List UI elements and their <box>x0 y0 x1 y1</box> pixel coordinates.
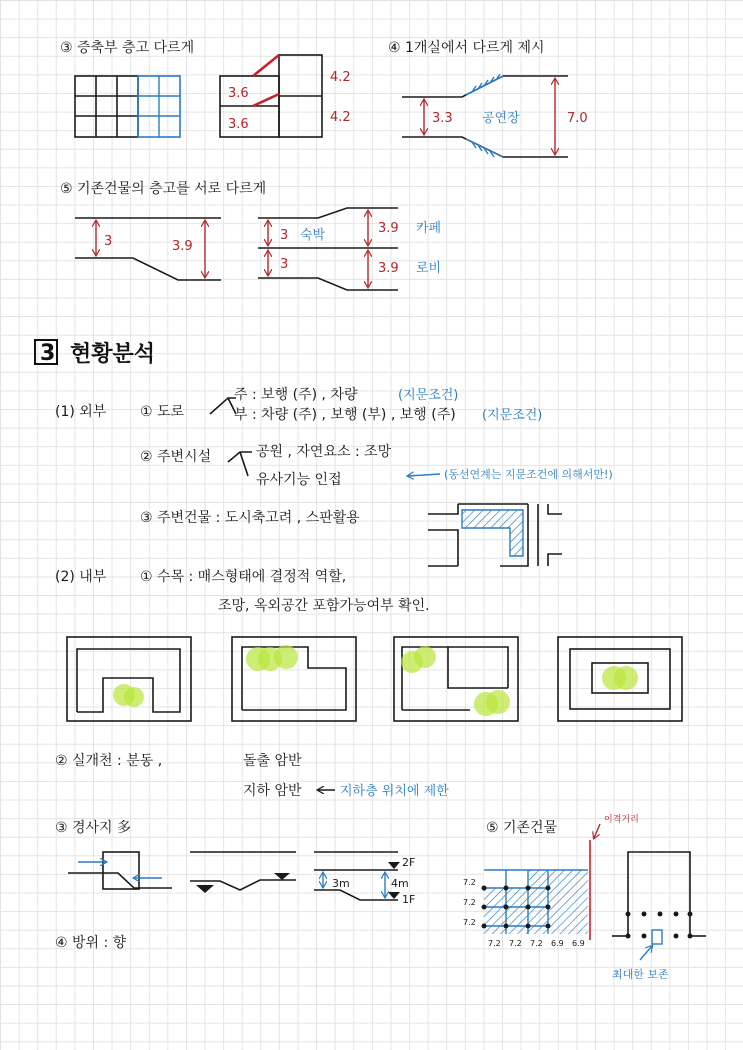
col-label-2: 7.2 <box>509 939 522 948</box>
road-sub-note: (지문조건) <box>482 408 543 423</box>
dim-3-3: 3.3 <box>432 111 453 126</box>
internal-analysis <box>55 568 706 981</box>
section-title: 현황분석 <box>70 342 156 367</box>
exist-label: ⑤ 기존건물 <box>486 820 558 836</box>
dim-7-0: 7.0 <box>567 111 588 126</box>
exist-note: 이격거리 <box>604 815 639 825</box>
existing-building-grid <box>463 870 588 948</box>
slope-sketch-1 <box>68 852 172 889</box>
col-label-5: 6.9 <box>572 939 585 948</box>
item4-diagram <box>388 39 588 157</box>
atrium-rock1: 돌출 암반 <box>243 753 302 769</box>
slope-4m: 4m <box>391 877 409 890</box>
int-label: (2) 내부 <box>55 569 107 585</box>
dim-4-2-top: 4.2 <box>330 70 351 85</box>
item3-diagram <box>60 39 351 137</box>
road-sub: 부 : 차량 (주) , 보행 (부) , 보행 (주) <box>234 407 456 423</box>
building-label: ③ 주변건물 : 도시축고려 , 스판활용 <box>140 510 360 526</box>
dir-label: ④ 방위 : 향 <box>55 935 127 951</box>
grid-block-black <box>75 76 138 137</box>
slope-2f: 2F <box>402 856 416 869</box>
road-main-note: (지문조건) <box>398 388 459 403</box>
item3-title: ③ 증축부 층고 다르게 <box>60 40 195 56</box>
lobby-label: 로비 <box>416 261 442 276</box>
row-label-2: 7.2 <box>463 898 476 907</box>
dim-4-2-bottom: 4.2 <box>330 110 351 125</box>
dim-3-9-top: 3.9 <box>378 221 399 236</box>
tree-label: ① 수목 : 매스형태에 결정적 역할, <box>140 569 347 585</box>
ext-label: (1) 외부 <box>55 404 107 420</box>
dim-3-6-bottom: 3.6 <box>228 117 249 132</box>
facility-label: ② 주변시설 <box>140 449 212 465</box>
row-label-3: 7.2 <box>463 918 476 927</box>
dim-3: 3 <box>104 234 113 249</box>
dim-3-6-top: 3.6 <box>228 86 249 101</box>
slope-sketch-3 <box>314 852 415 906</box>
section-number: 3 <box>40 341 56 366</box>
surrounding-building-sketch <box>428 504 562 566</box>
slope-3m: 3m <box>332 877 350 890</box>
dim-3-9-bottom: 3.9 <box>378 261 399 276</box>
grid-block-blue <box>138 76 180 137</box>
slope-label: ③ 경사지 多 <box>55 820 132 836</box>
lodging-label: 숙박 <box>300 228 326 243</box>
road-main: 주 : 보행 (주) , 차량 <box>234 387 358 403</box>
atrium-rock-note: 지하층 위치에 제한 <box>340 784 449 799</box>
existing-building-preserve <box>612 852 706 981</box>
mass-diagram-4 <box>558 637 682 721</box>
item5-title: ⑤ 기존건물의 층고를 서로 다르게 <box>60 181 267 197</box>
atrium-rock2: 지하 암반 <box>243 783 302 799</box>
item4-title: ④ 1개실에서 다르게 제시 <box>388 40 545 56</box>
item5-diagram <box>60 180 441 290</box>
exist-bottom-note: 최대한 보존 <box>612 968 669 981</box>
facility-line1: 공원 , 자연요소 : 조망 <box>256 444 392 460</box>
col-label-1: 7.2 <box>488 939 501 948</box>
facility-note: (동선연계는 지문조건에 의해서만!) <box>444 468 613 481</box>
dim-3-9: 3.9 <box>172 239 193 254</box>
col-label-3: 7.2 <box>530 939 543 948</box>
atrium-label: ② 실개천 : 분동 , <box>55 753 163 769</box>
cafe-label: 카페 <box>416 221 442 236</box>
mass-diagram-2 <box>232 637 356 721</box>
hall-label: 공연장 <box>482 111 520 126</box>
external-analysis <box>55 386 613 566</box>
col-label-4: 6.9 <box>551 939 564 948</box>
row-label-1: 7.2 <box>463 878 476 887</box>
section-block <box>220 55 351 137</box>
mass-diagram-1 <box>67 637 191 721</box>
tree-line2: 조망, 옥외공간 포함가능여부 확인. <box>218 598 430 614</box>
facility-line2: 유사기능 인접 <box>256 472 342 488</box>
mass-diagram-3 <box>394 637 518 721</box>
slope-1f: 1F <box>402 893 416 906</box>
dim-3-top: 3 <box>280 228 289 243</box>
road-label: ① 도로 <box>140 404 185 420</box>
slope-sketch-2 <box>190 852 296 893</box>
section-heading <box>35 340 155 367</box>
dim-3-bottom: 3 <box>280 257 289 272</box>
